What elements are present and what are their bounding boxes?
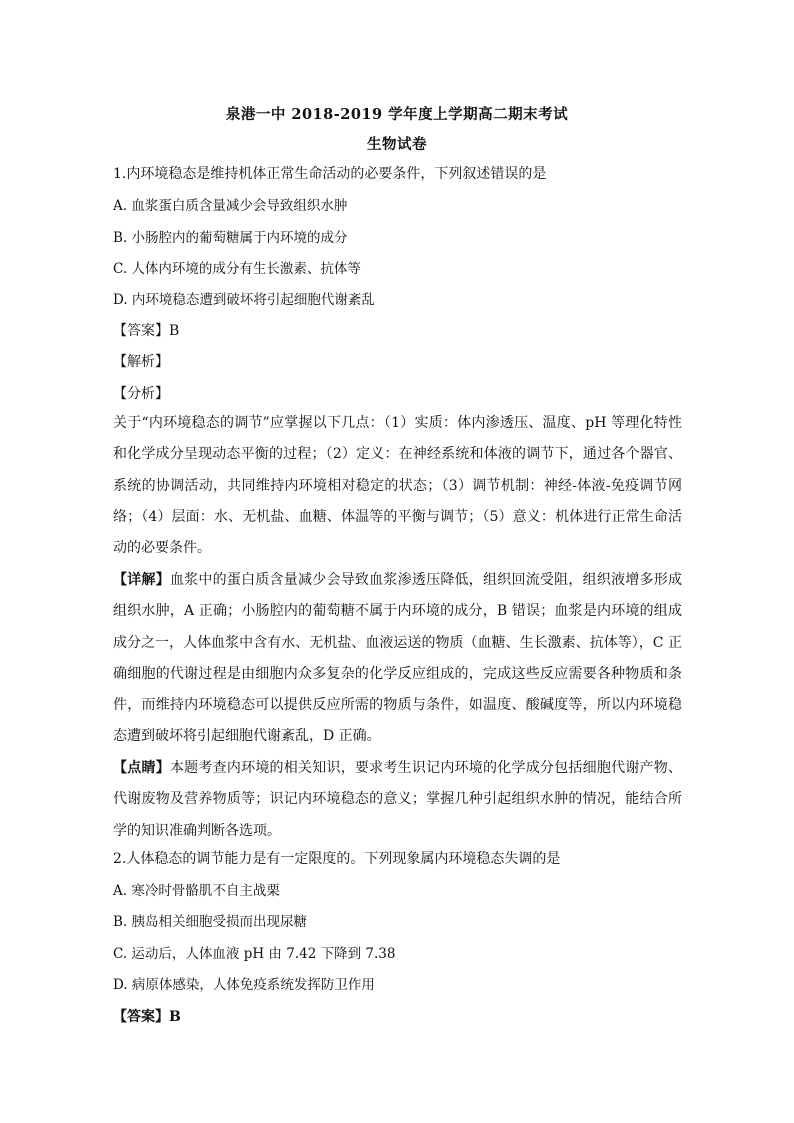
exam-title: 泉港一中 2018-2019 学年度上学期高二期末考试 — [225, 106, 569, 123]
question-1-detail — [113, 565, 682, 753]
question-1-dianjing — [113, 753, 682, 847]
question-1-analysis-label: 【解析】 — [113, 354, 169, 370]
question-1-fenxi-label: 【分析】 — [113, 386, 169, 402]
question-2-option-b: B. 胰岛相关细胞受损而出现尿糖 — [113, 914, 308, 930]
question-1-stem: 1.内环境稳态是维持机体正常生命活动的必要条件，下列叙述错误的是 — [113, 166, 547, 182]
dianjing-label: 【点睛】 — [113, 760, 170, 776]
question-2-option-a: A. 寒冷时骨骼肌不自主战栗 — [113, 883, 280, 899]
detail-text: 血浆中的蛋白质含量减少会导致血浆渗透压降低，组织回流受阻，组织液增多形成组织水肿，A 正确；小肠腔内的葡萄糖不属于内环境的成分，B 错误；血浆是内环境的组成成分之一，人体血浆中含有水、无机盐、血液运送的物质（血糖、生长激素、抗体等），C 正确细胞的代谢过程是由细胞内众多复杂的化学反应组成的，完成这些反应需要各种物质和条件，而维持内环境稳态可以提供反应所需的物质与条件，如温度、酸碱度等，所以内环境稳态遭到破坏将引起细胞代谢紊乱，D 正确。 — [113, 572, 683, 745]
question-2-answer: 【答案】B — [113, 1009, 181, 1025]
question-1-fenxi-text: 关于“内环境稳态的调节”应掌握以下几点：（1）实质：体内渗透压、温度、pH 等理化特性和化学成分呈现动态平衡的过程；（2）定义：在神经系统和体液的调节下，通过各个器官、系统的协调活动，共同维持内环境相对稳定的状态；（3）调节机制：神经-体液-免疫调节网络；（4）层面：水、无机盐、血糖、体温等的平衡与调节；（5）意义：机体进行正常生命活动的必要条件。 — [113, 415, 682, 557]
detail-label: 【详解】 — [113, 572, 170, 588]
question-1-option-b: B. 小肠腔内的葡萄糖属于内环境的成分 — [113, 230, 348, 246]
question-2-stem: 2.人体稳态的调节能力是有一定限度的。下列现象属内环境稳态失调的是 — [113, 851, 561, 867]
dianjing-text: 本题考查内环境的相关知识，要求考生识记内环境的化学成分包括细胞代谢产物、代谢废物及营养物质等；识记内环境稳态的意义；掌握几种引起组织水肿的情况，能结合所学的知识准确判断各选项。 — [113, 760, 683, 839]
question-1-answer: 【答案】B — [113, 323, 180, 339]
question-2-option-d: D. 病原体感染，人体免疫系统发挥防卫作用 — [113, 977, 375, 993]
question-1-option-c: C. 人体内环境的成分有生长激素、抗体等 — [113, 261, 361, 277]
question-1-option-a: A. 血浆蛋白质含量减少会导致组织水肿 — [113, 198, 348, 214]
question-2-option-c: C. 运动后，人体血液 pH 由 7.42 下降到 7.38 — [113, 946, 396, 962]
question-1-option-d: D. 内环境稳态遭到破坏将引起细胞代谢紊乱 — [113, 292, 375, 308]
exam-subject: 生物试卷 — [367, 136, 427, 153]
